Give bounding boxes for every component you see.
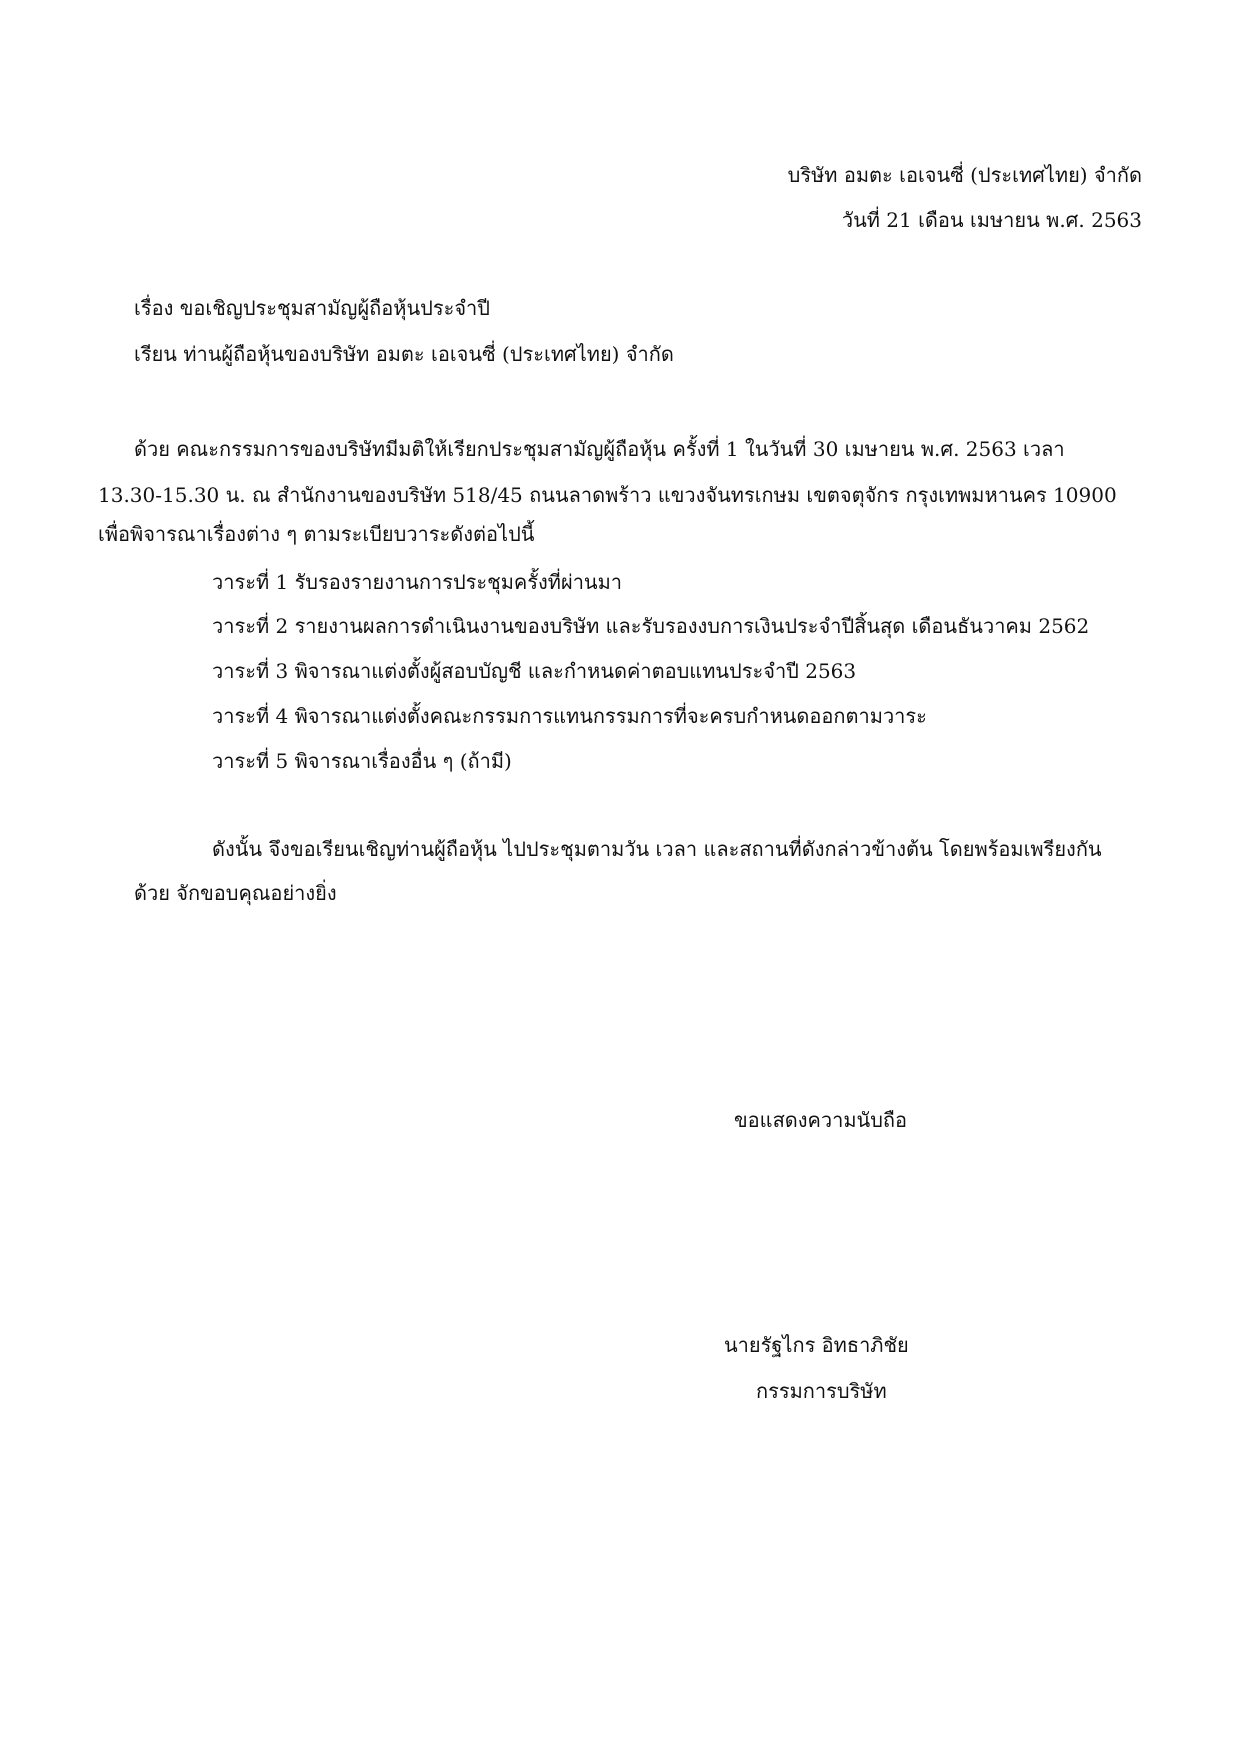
agenda-item-5: วาระที่ 5 พิจารณาเรื่องอื่น ๆ (ถ้ามี) [212, 749, 512, 773]
body-line-2: 13.30-15.30 น. ณ สำนักงานของบริษัท 518/45 ถนนลาดพร้าว แขวงจันทรเกษม เขตจตุจักร กรุงเทพมหานคร 10900 [98, 483, 1117, 507]
company-name: บริษัท อมตะ เอเจนซี่ (ประเทศไทย) จำกัด [787, 163, 1142, 187]
agenda-item-3: วาระที่ 3 พิจารณาแต่งตั้งผู้สอบบัญชี และกำหนดค่าตอบแทนประจำปี 2563 [212, 659, 857, 683]
agenda-item-1: วาระที่ 1 รับรองรายงานการประชุมครั้งที่ผ่านมา [212, 570, 623, 594]
letter-subject: เรื่อง ขอเชิญประชุมสามัญผู้ถือหุ้นประจำปี [134, 296, 490, 320]
closing-line-2: ด้วย จักขอบคุณอย่างยิ่ง [134, 881, 337, 905]
agenda-item-4: วาระที่ 4 พิจารณาแต่งตั้งคณะกรรมการแทนกรรมการที่จะครบกำหนดออกตามวาระ [212, 704, 927, 728]
signer-title: กรรมการบริษัท [756, 1379, 887, 1403]
letter-date: วันที่ 21 เดือน เมษายน พ.ศ. 2563 [841, 208, 1142, 232]
letter-recipient: เรียน ท่านผู้ถือหุ้นของบริษัท อมตะ เอเจนซี่ (ประเทศไทย) จำกัด [134, 342, 674, 366]
body-line-3: เพื่อพิจารณาเรื่องต่าง ๆ ตามระเบียบวาระดังต่อไปนี้ [98, 522, 535, 546]
closing-line-1: ดังนั้น จึงขอเรียนเชิญท่านผู้ถือหุ้น ไปประชุมตามวัน เวลา และสถานที่ดังกล่าวข้างต้น โดยพร้อมเพรียงกัน [212, 837, 1102, 861]
body-line-1: ด้วย คณะกรรมการของบริษัทมีมติให้เรียกประชุมสามัญผู้ถือหุ้น ครั้งที่ 1 ในวันที่ 30 เมษายน พ.ศ. 2563 เวลา [134, 437, 1065, 461]
signer-name: นายรัฐไกร อิทธาภิชัย [724, 1333, 909, 1357]
agenda-item-2: วาระที่ 2 รายงานผลการดำเนินงานของบริษัท และรับรองงบการเงินประจำปีสิ้นสุด เดือนธันวาคม 2562 [212, 614, 1090, 638]
regards-text: ขอแสดงความนับถือ [734, 1108, 908, 1132]
